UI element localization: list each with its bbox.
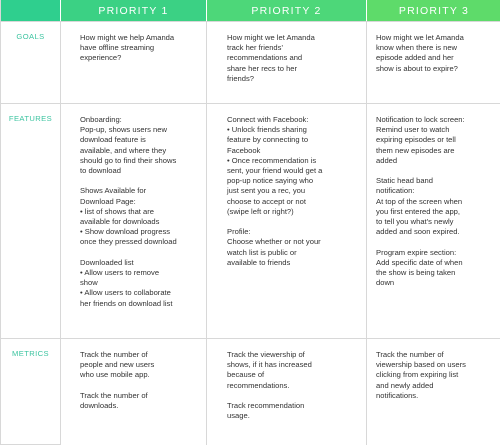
header-corner [1, 0, 61, 21]
goals-priority-3-cell: How might we let Amanda know when there is new episode added and her show is about to expire? [367, 21, 500, 103]
row-label-metrics: METRICS [1, 338, 61, 445]
features-priority-2-cell: Connect with Facebook: • Unlock friends sharing feature by connecting to Facebook • Once recommendation is sent, your friend would get a pop-up notice saying who just sent you a rec, you choose to accept or not (swipe left or right?) Profile: Choose whether or not your watch list is public or available to friends [207, 103, 367, 338]
metrics-priority-3-cell: Track the number of viewership based on users clicking from expiring list and newly added notifications. [367, 338, 500, 445]
row-label-goals: GOALS [1, 21, 61, 103]
header-priority-1: PRIORITY 1 [61, 0, 207, 21]
goals-priority-1-cell: How might we help Amanda have offline streaming experience? [61, 21, 207, 103]
metrics-priority-2-cell: Track the viewership of shows, if it has increased because of recommendations. Track recommendation usage. [207, 338, 367, 445]
header-priority-3: PRIORITY 3 [367, 0, 500, 21]
features-priority-3-cell: Notification to lock screen: Remind user to watch expiring episodes or tell them new episodes are added Static head band notification: At top of the screen when you first entered the app, to tell you what's newly added and soon expired. Program expire section: Add specific date of when the show is being taken down [367, 103, 500, 338]
row-label-features: FEATURES [1, 103, 61, 338]
goals-priority-2-cell: How might we let Amanda track her friends' recommendations and share her recs to her friends? [207, 21, 367, 103]
metrics-priority-1-cell: Track the number of people and new users who use mobile app. Track the number of downloads. [61, 338, 207, 445]
features-priority-1-cell: Onboarding: Pop-up, shows users new download feature is available, and where they should go to find their shows to download Shows Available for Download Page: • list of shows that are available for downloads • Show download progress once they pressed download Downloaded list • Allow users to remove show • Allow users to collaborate her friends on download list [61, 103, 207, 338]
header-priority-2: PRIORITY 2 [207, 0, 367, 21]
